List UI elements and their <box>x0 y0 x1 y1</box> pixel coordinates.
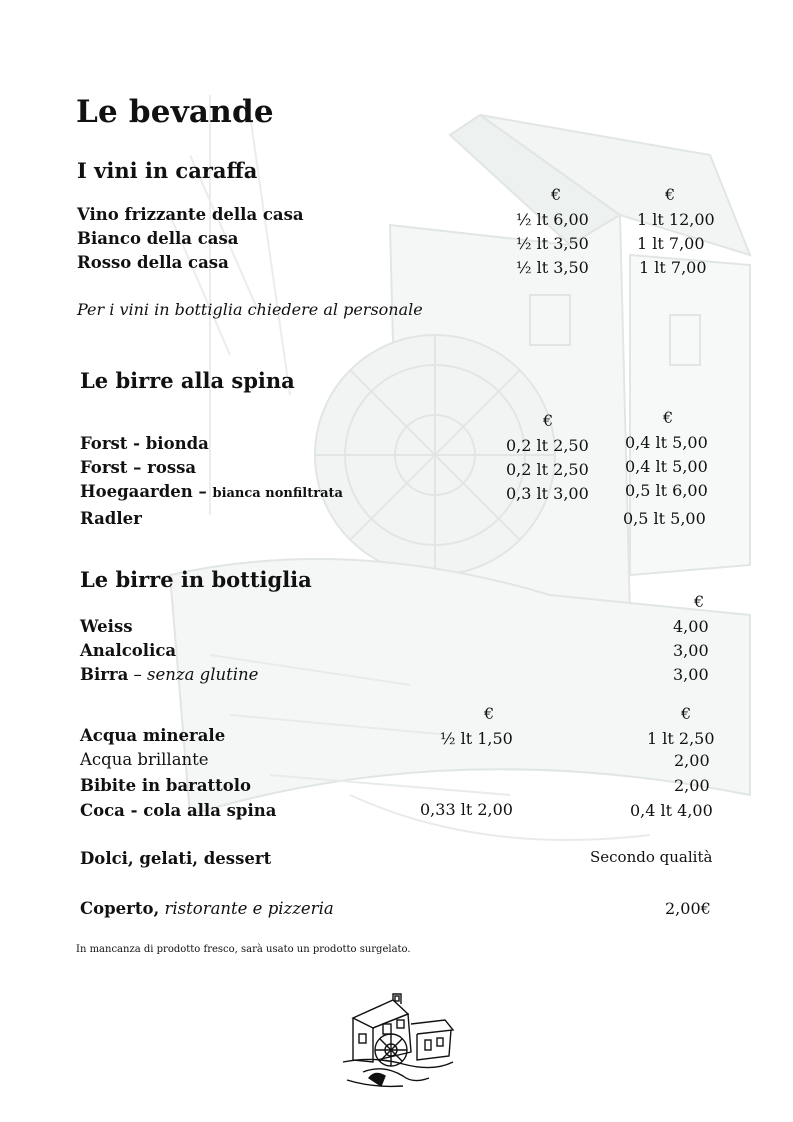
menu-item-name: Rosso della casa <box>77 253 229 272</box>
menu-item-name: Forst - bionda <box>80 434 209 453</box>
currency-symbol: € <box>551 185 562 204</box>
menu-item-price: 0,5 lt 5,00 <box>623 509 706 528</box>
menu-item-price: ½ lt 1,50 <box>440 729 513 748</box>
currency-symbol: € <box>694 592 705 611</box>
menu-item-name: Coca - cola alla spina <box>80 801 277 820</box>
menu-item-price: Secondo qualità <box>590 848 713 866</box>
menu-item-price: 0,2 lt 2,50 <box>506 460 589 479</box>
page-title: Le bevande <box>76 94 274 130</box>
menu-item-name: Vino frizzante della casa <box>77 205 304 224</box>
menu-item-name: Bibite in barattolo <box>80 776 252 795</box>
menu-item-birra <box>80 665 258 684</box>
menu-item-price: 0,4 lt 4,00 <box>630 801 713 820</box>
menu-item-name: Radler <box>80 509 142 528</box>
currency-symbol: € <box>543 411 554 430</box>
menu-item-price: 0,4 lt 5,00 <box>625 457 708 476</box>
section-heading-bottiglia: Le birre in bottiglia <box>80 567 312 592</box>
currency-symbol: € <box>681 704 692 723</box>
menu-item-price: 2,00 <box>674 776 710 795</box>
menu-item-description: bianca nonfiltrata <box>212 486 343 501</box>
menu-item-name: Forst – rossa <box>80 458 197 477</box>
menu-item-price: ½ lt 3,50 <box>516 258 589 277</box>
menu-item-price: 3,00 <box>673 641 709 660</box>
currency-symbol: € <box>484 704 495 723</box>
menu-item-name: Hoegaarden – <box>80 482 213 501</box>
footnote: In mancanza di prodotto fresco, sarà usato un prodotto surgelato. <box>76 944 411 955</box>
menu-item-price: 0,33 lt 2,00 <box>420 800 513 819</box>
menu-item-price: 1 lt 2,50 <box>647 729 715 748</box>
menu-item-price: 0,5 lt 6,00 <box>625 481 708 500</box>
menu-item-price: 0,2 lt 2,50 <box>506 436 589 455</box>
menu-item-price: 4,00 <box>673 617 709 636</box>
currency-symbol: € <box>665 185 676 204</box>
menu-item-price: 2,00 <box>674 751 710 770</box>
currency-symbol: € <box>663 408 674 427</box>
menu-item-name: Bianco della casa <box>77 229 239 248</box>
note-vini-bottiglia: Per i vini in bottiglia chiedere al personale <box>77 300 423 319</box>
menu-item-price: 3,00 <box>673 665 709 684</box>
menu-item-name: Acqua brillante <box>80 750 209 769</box>
menu-item-name: Dolci, gelati, dessert <box>80 849 272 868</box>
menu-item-name: Analcolica <box>80 641 177 660</box>
menu-item-name: Birra <box>80 665 129 684</box>
menu-item-price: 0,3 lt 3,00 <box>506 484 589 503</box>
menu-item-price: 1 lt 7,00 <box>639 258 707 277</box>
menu-item-description: ristorante e pizzeria <box>159 899 334 918</box>
menu-item-price: 0,4 lt 5,00 <box>625 433 708 452</box>
section-heading-spina: Le birre alla spina <box>80 368 295 393</box>
menu-item-price: ½ lt 6,00 <box>516 210 589 229</box>
watermill-logo <box>333 990 461 1094</box>
menu-item-name: Weiss <box>80 617 133 636</box>
menu-item-coperto <box>80 899 334 918</box>
menu-item-price: 2,00€ <box>665 899 711 918</box>
menu-item-hoegaarden <box>80 482 343 501</box>
menu-item-price: 1 lt 12,00 <box>637 210 715 229</box>
menu-item-price: ½ lt 3,50 <box>516 234 589 253</box>
section-heading-vini: I vini in caraffa <box>77 158 258 183</box>
menu-item-name: Acqua minerale <box>80 726 226 745</box>
menu-item-price: 1 lt 7,00 <box>637 234 705 253</box>
menu-item-name: Coperto, <box>80 899 160 918</box>
menu-item-description: – senza glutine <box>128 665 259 684</box>
